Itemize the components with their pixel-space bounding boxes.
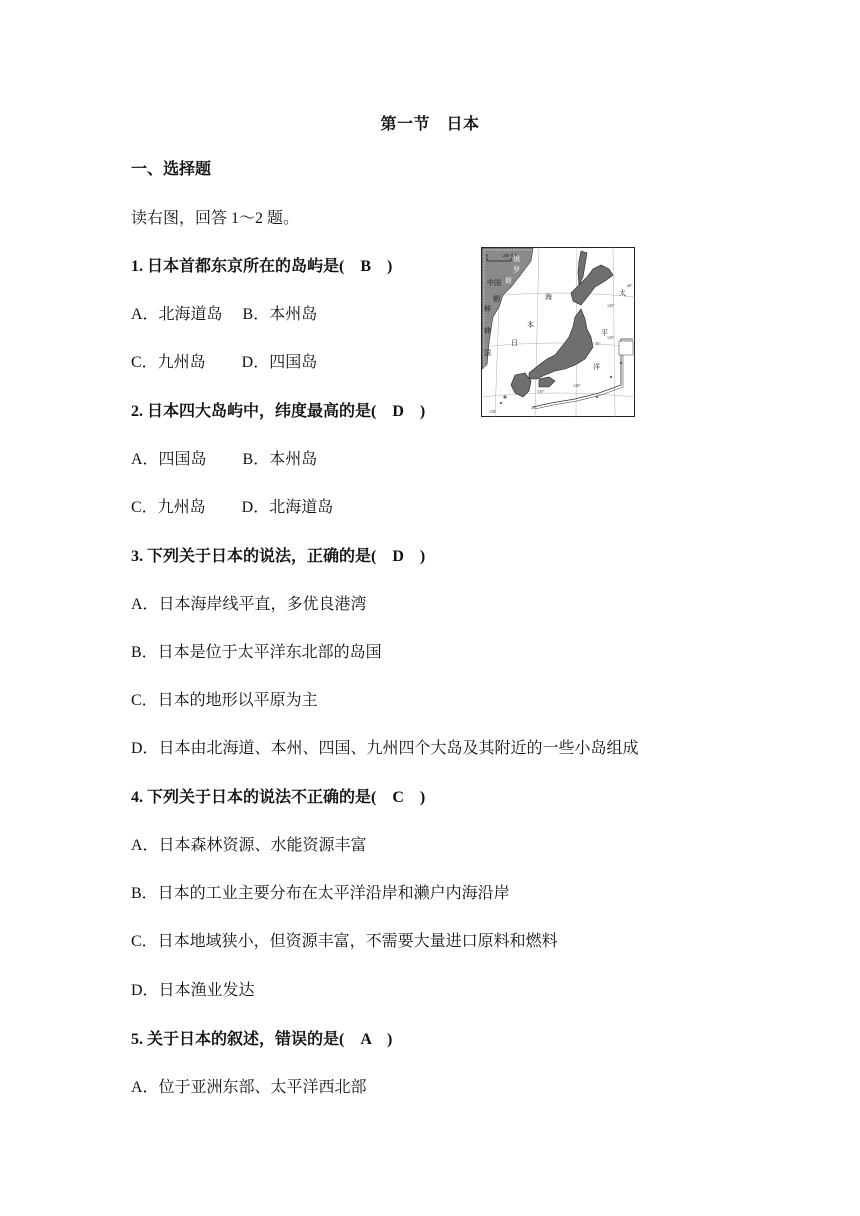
scale-label: 250 千米 [503,253,518,258]
label-south-korea-2: 国 [484,350,491,357]
label-russia-3: 斯 [505,278,512,285]
section-heading: 一、选择题 [131,161,212,178]
question-1-options-row-2: C．九州岛 D．四国岛 [131,354,318,371]
label-russia-2: 罗 [513,267,520,274]
scale-zero-label: 0 [486,253,488,258]
graticule-lon-140: 140° [573,383,581,388]
question-1-options-row-1: A．北海道岛 B．本州岛 [131,306,318,323]
japan-map-figure [481,247,635,417]
question-4-option-d: D．日本渔业发达 [131,982,255,999]
label-south-korea-1: 韩 [484,328,491,335]
question-4-stem: 4. 下列关于日本的说法不正确的是( C ) [131,789,426,806]
question-5-option-a: A．位于亚洲东部、太平洋西北部 [131,1079,367,1096]
label-sea-1: 日 [511,340,518,347]
question-3-option-b: B．日本是位于太平洋东北部的岛国 [131,644,382,661]
question-3-option-c: C．日本的地形以平原为主 [131,692,318,709]
inset-box [619,341,633,355]
question-5-stem: 5. 关于日本的叙述，错误的是( A ) [131,1031,393,1048]
instruction-text: 读右图，回答 1～2 题。 [131,210,300,227]
question-2-options-row-2: C．九州岛 D．北海道岛 [131,499,334,516]
label-korea-2: 鲜 [484,306,491,313]
graticule-lat-35: 35° [595,341,601,346]
label-korea-1: 朝 [493,296,500,303]
graticule-lon-135: 135° [537,389,545,394]
question-4-option-b: B．日本的工业主要分布在太平洋沿岸和濑户内海沿岸 [131,885,510,902]
label-china: 中国 [487,280,501,287]
question-2-stem: 2. 日本四大岛屿中，纬度最高的是( D ) [131,403,426,420]
graticule-lat-30: 30° [531,405,537,410]
graticule-lon-145-b: 145° [607,335,615,340]
page-title: 第一节 日本 [380,116,480,133]
question-3-option-d: D．日本由北海道、本州、四国、九州四个大岛及其附近的一些小岛组成 [131,740,639,757]
label-sea-3: 海 [545,294,552,301]
label-ocean-1: 太 [619,290,626,297]
question-3-option-a: A．日本海岸线平直，多优良港湾 [131,596,367,613]
label-sea-2: 本 [527,322,534,329]
question-4-option-c: C．日本地域狭小，但资源丰富，不需要大量进口原料和燃料 [131,933,558,950]
question-2-options-row-1: A．四国岛 B．本州岛 [131,451,318,468]
label-ocean-3: 洋 [593,364,600,371]
question-3-stem: 3. 下列关于日本的说法，正确的是( D ) [131,548,426,565]
question-4-option-a: A．日本森林资源、水能资源丰富 [131,837,367,854]
graticule-lat-40: 40° [627,283,633,288]
label-russia-1: 俄 [513,256,520,263]
question-1-stem: 1. 日本首都东京所在的岛屿是( B ) [131,258,393,275]
graticule-lon-145: 145° [607,303,615,308]
label-ocean-2: 平 [601,330,608,337]
graticule-lon-130: 130° [489,409,497,414]
